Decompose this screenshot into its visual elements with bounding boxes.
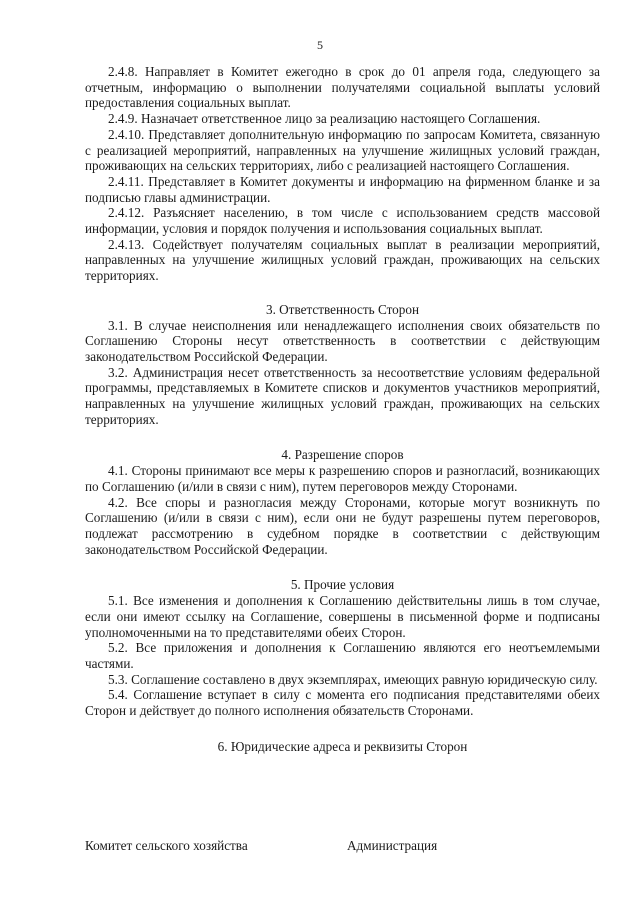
clause-5-2: 5.2. Все приложения и дополнения к Соглашению являются его неотъемлемыми частями. [85,640,600,671]
section-6-heading: 6. Юридические адреса и реквизиты Сторон [217,738,468,754]
section-2-continued [85,64,600,284]
party-right-label: Администрация [347,838,438,853]
clause-4-1: 4.1. Стороны принимают все меры к разрешению споров и разногласий, возникающих по Соглашению (и/или в связи с ним), путем переговоров между Сторонами. [85,463,600,494]
clause-2-4-12: 2.4.12. Разъясняет населению, в том числе с использованием средств массовой информации, условия и порядок получения и использования социальных выплат. [85,205,600,237]
clause-4-2: 4.2. Все споры и разногласия между Сторонами, которые могут возникнуть по Соглашению (и/или в связи с ним), если они не будут разрешены путем переговоров, подлежат рассмотрению в судебном порядке в соответствии с действующим законодательством Российской Федерации. [85,494,600,557]
section-5-heading: 5. Прочие условия [290,577,395,593]
clause-3-1: 3.1. В случае неисполнения или ненадлежащего исполнения своих обязательств по Соглашению Стороны несут ответственность в соответствии с действующим законодательством Российской Федерации. [85,317,600,364]
section-4 [85,463,600,557]
clause-2-4-11: 2.4.11. Представляет в Комитет документы и информацию на фирменном бланке и за подписью главы администрации. [85,173,600,205]
section-3 [85,318,600,428]
clause-2-4-13: 2.4.13. Содействует получателям социальных выплат в реализации мероприятий, направленных на улучшение жилищных условий граждан, проживающих на сельских территориях. [85,236,600,284]
page-number: 5 [317,38,323,52]
section-3-heading: 3. Ответственность Сторон [265,301,420,317]
clause-5-1: 5.1. Все изменения и дополнения к Соглашению действительны лишь в том случае, если они имеют ссылку на Соглашение, совершены в письменной форме и подписаны уполномоченными на то представителями обеих Сторон. [85,593,600,640]
party-left-label: Комитет сельского хозяйства [85,838,248,853]
clause-2-4-8: 2.4.8. Направляет в Комитет ежегодно в срок до 01 апреля года, следующего за отчетным, информацию о выполнении получателями социальной выплаты условий предоставления социальных выплат. [85,64,600,111]
parties-block [85,838,600,856]
clause-2-4-10: 2.4.10. Представляет дополнительную информацию по запросам Комитета, связанную с реализацией мероприятий, направленных на улучшение жилищных условий граждан, проживающих на сельских территориях, либо с реализацией настоящего Соглашения. [85,126,600,174]
clause-3-2: 3.2. Администрация несет ответственность за несоответствие условиям федеральной программы, представляемых в Комитете списков и документов участников мероприятий, направленных на улучшение жилищных условий граждан, проживающих на сельских территориях. [85,364,600,427]
section-5 [85,593,600,719]
document-body [85,64,600,754]
clause-2-4-9: 2.4.9. Назначает ответственное лицо за реализацию настоящего Соглашения. [108,111,541,127]
section-4-heading: 4. Разрешение споров [281,447,404,463]
clause-5-4: 5.4. Соглашение вступает в силу с момента его подписания представителями обеих Сторон и действует до полного исполнения обязательств Сторонами. [85,687,600,719]
clause-5-3: 5.3. Соглашение составлено в двух экземплярах, имеющих равную юридическую силу. [108,671,598,687]
